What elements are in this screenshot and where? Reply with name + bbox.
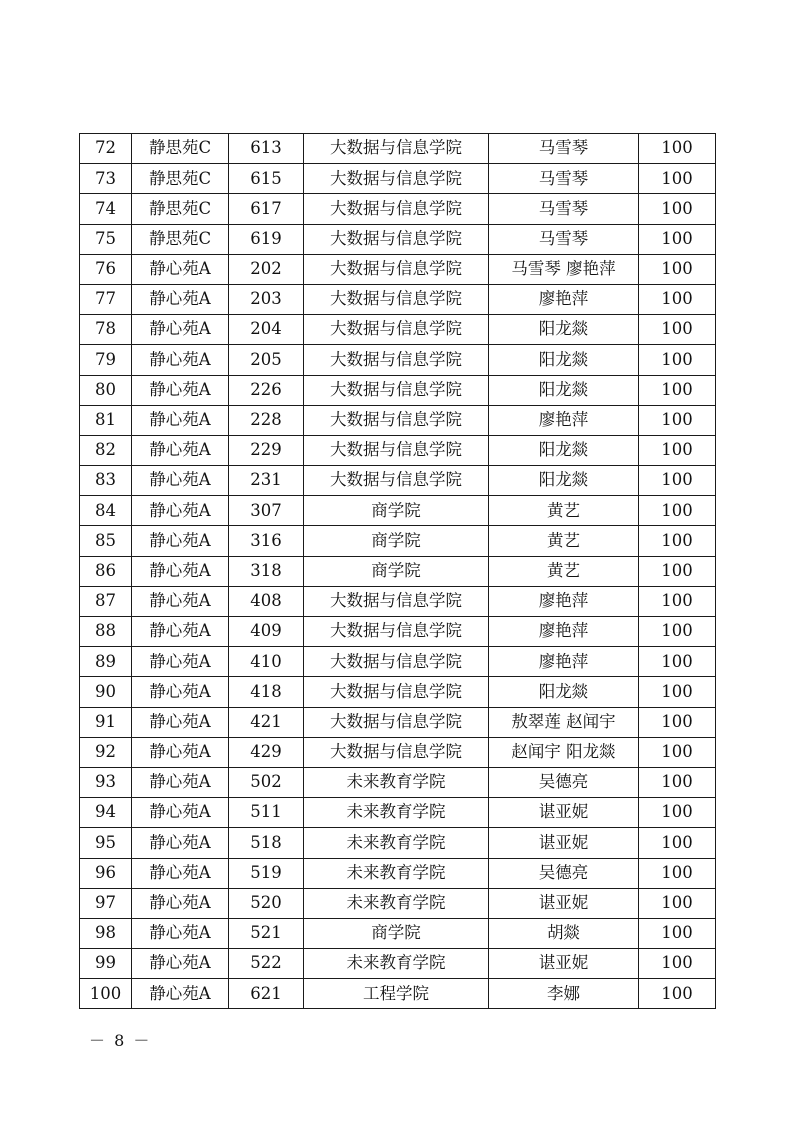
- table-row: [80, 617, 716, 647]
- college-cell: 大数据与信息学院: [304, 617, 489, 647]
- table-row: [80, 767, 716, 797]
- score-cell: 100: [639, 254, 716, 284]
- room-number-cell: 615: [229, 164, 304, 194]
- college-cell: 工程学院: [304, 979, 489, 1009]
- row-number-cell: 87: [80, 586, 132, 616]
- teacher-cell: 阳龙燚: [489, 435, 639, 465]
- table-row: [80, 284, 716, 314]
- table-row: [80, 466, 716, 496]
- table-row: [80, 647, 716, 677]
- table-row: [80, 496, 716, 526]
- room-number-cell: 408: [229, 586, 304, 616]
- room-number-cell: 521: [229, 918, 304, 948]
- college-cell: 商学院: [304, 526, 489, 556]
- teacher-cell: 阳龙燚: [489, 677, 639, 707]
- college-cell: 未来教育学院: [304, 949, 489, 979]
- teacher-cell: 阳龙燚: [489, 375, 639, 405]
- teacher-cell: 吴德亮: [489, 767, 639, 797]
- score-cell: 100: [639, 858, 716, 888]
- teacher-cell: 廖艳萍: [489, 617, 639, 647]
- college-cell: 未来教育学院: [304, 828, 489, 858]
- row-number-cell: 100: [80, 979, 132, 1009]
- score-cell: 100: [639, 284, 716, 314]
- room-number-cell: 502: [229, 767, 304, 797]
- building-cell: 静心苑A: [132, 677, 229, 707]
- teacher-cell: 黄艺: [489, 556, 639, 586]
- table-row: [80, 194, 716, 224]
- table-row: [80, 315, 716, 345]
- room-number-cell: 202: [229, 254, 304, 284]
- table-body: [80, 134, 716, 1009]
- table-row: [80, 707, 716, 737]
- building-cell: 静心苑A: [132, 435, 229, 465]
- room-number-cell: 409: [229, 617, 304, 647]
- room-number-cell: 307: [229, 496, 304, 526]
- building-cell: 静心苑A: [132, 315, 229, 345]
- score-cell: 100: [639, 767, 716, 797]
- row-number-cell: 83: [80, 466, 132, 496]
- row-number-cell: 85: [80, 526, 132, 556]
- table-row: [80, 828, 716, 858]
- teacher-cell: 阳龙燚: [489, 345, 639, 375]
- table-row: [80, 888, 716, 918]
- score-cell: 100: [639, 194, 716, 224]
- table-row: [80, 224, 716, 254]
- room-number-cell: 204: [229, 315, 304, 345]
- teacher-cell: 马雪琴 廖艳萍: [489, 254, 639, 284]
- row-number-cell: 73: [80, 164, 132, 194]
- row-number-cell: 79: [80, 345, 132, 375]
- row-number-cell: 80: [80, 375, 132, 405]
- score-cell: 100: [639, 405, 716, 435]
- room-number-cell: 617: [229, 194, 304, 224]
- room-number-cell: 613: [229, 134, 304, 164]
- teacher-cell: 黄艺: [489, 496, 639, 526]
- room-number-cell: 429: [229, 737, 304, 767]
- row-number-cell: 72: [80, 134, 132, 164]
- building-cell: 静心苑A: [132, 798, 229, 828]
- score-cell: 100: [639, 737, 716, 767]
- table-row: [80, 918, 716, 948]
- score-cell: 100: [639, 164, 716, 194]
- teacher-cell: 马雪琴: [489, 164, 639, 194]
- teacher-cell: 谌亚妮: [489, 949, 639, 979]
- table-row: [80, 556, 716, 586]
- row-number-cell: 88: [80, 617, 132, 647]
- score-cell: 100: [639, 345, 716, 375]
- teacher-cell: 吴德亮: [489, 858, 639, 888]
- table-row: [80, 345, 716, 375]
- college-cell: 未来教育学院: [304, 888, 489, 918]
- row-number-cell: 95: [80, 828, 132, 858]
- score-cell: 100: [639, 134, 716, 164]
- table-row: [80, 405, 716, 435]
- row-number-cell: 97: [80, 888, 132, 918]
- score-cell: 100: [639, 375, 716, 405]
- room-number-cell: 418: [229, 677, 304, 707]
- room-number-cell: 205: [229, 345, 304, 375]
- college-cell: 商学院: [304, 556, 489, 586]
- score-cell: 100: [639, 918, 716, 948]
- teacher-cell: 廖艳萍: [489, 647, 639, 677]
- room-number-cell: 410: [229, 647, 304, 677]
- row-number-cell: 81: [80, 405, 132, 435]
- table-row: [80, 737, 716, 767]
- room-number-cell: 229: [229, 435, 304, 465]
- college-cell: 大数据与信息学院: [304, 737, 489, 767]
- teacher-cell: 廖艳萍: [489, 586, 639, 616]
- score-cell: 100: [639, 949, 716, 979]
- room-number-cell: 421: [229, 707, 304, 737]
- room-number-cell: 318: [229, 556, 304, 586]
- row-number-cell: 75: [80, 224, 132, 254]
- score-cell: 100: [639, 586, 716, 616]
- teacher-cell: 廖艳萍: [489, 405, 639, 435]
- building-cell: 静心苑A: [132, 526, 229, 556]
- building-cell: 静心苑A: [132, 979, 229, 1009]
- teacher-cell: 阳龙燚: [489, 315, 639, 345]
- building-cell: 静心苑A: [132, 918, 229, 948]
- room-number-cell: 619: [229, 224, 304, 254]
- building-cell: 静心苑A: [132, 586, 229, 616]
- table-row: [80, 375, 716, 405]
- teacher-cell: 谌亚妮: [489, 828, 639, 858]
- row-number-cell: 91: [80, 707, 132, 737]
- college-cell: 大数据与信息学院: [304, 284, 489, 314]
- score-cell: 100: [639, 556, 716, 586]
- room-number-cell: 228: [229, 405, 304, 435]
- score-cell: 100: [639, 647, 716, 677]
- row-number-cell: 94: [80, 798, 132, 828]
- room-number-cell: 522: [229, 949, 304, 979]
- building-cell: 静心苑A: [132, 254, 229, 284]
- row-number-cell: 99: [80, 949, 132, 979]
- room-number-cell: 231: [229, 466, 304, 496]
- college-cell: 大数据与信息学院: [304, 224, 489, 254]
- row-number-cell: 78: [80, 315, 132, 345]
- row-number-cell: 98: [80, 918, 132, 948]
- table-row: [80, 134, 716, 164]
- building-cell: 静心苑A: [132, 707, 229, 737]
- building-cell: 静心苑A: [132, 737, 229, 767]
- row-number-cell: 89: [80, 647, 132, 677]
- score-cell: 100: [639, 526, 716, 556]
- table-row: [80, 798, 716, 828]
- college-cell: 大数据与信息学院: [304, 677, 489, 707]
- row-number-cell: 96: [80, 858, 132, 888]
- building-cell: 静心苑A: [132, 647, 229, 677]
- teacher-cell: 马雪琴: [489, 134, 639, 164]
- college-cell: 大数据与信息学院: [304, 707, 489, 737]
- building-cell: 静心苑A: [132, 556, 229, 586]
- score-cell: 100: [639, 798, 716, 828]
- row-number-cell: 86: [80, 556, 132, 586]
- room-number-cell: 203: [229, 284, 304, 314]
- page-number: － 8 －: [89, 1031, 152, 1050]
- college-cell: 未来教育学院: [304, 767, 489, 797]
- building-cell: 静心苑A: [132, 828, 229, 858]
- building-cell: 静思苑C: [132, 194, 229, 224]
- teacher-cell: 廖艳萍: [489, 284, 639, 314]
- score-cell: 100: [639, 677, 716, 707]
- room-number-cell: 518: [229, 828, 304, 858]
- teacher-cell: 谌亚妮: [489, 798, 639, 828]
- college-cell: 大数据与信息学院: [304, 194, 489, 224]
- score-cell: 100: [639, 496, 716, 526]
- building-cell: 静心苑A: [132, 888, 229, 918]
- college-cell: 大数据与信息学院: [304, 164, 489, 194]
- building-cell: 静心苑A: [132, 617, 229, 647]
- building-cell: 静心苑A: [132, 949, 229, 979]
- row-number-cell: 84: [80, 496, 132, 526]
- score-cell: 100: [639, 888, 716, 918]
- college-cell: 大数据与信息学院: [304, 375, 489, 405]
- college-cell: 大数据与信息学院: [304, 466, 489, 496]
- college-cell: 商学院: [304, 918, 489, 948]
- building-cell: 静心苑A: [132, 284, 229, 314]
- teacher-cell: 李娜: [489, 979, 639, 1009]
- score-cell: 100: [639, 617, 716, 647]
- building-cell: 静心苑A: [132, 405, 229, 435]
- college-cell: 未来教育学院: [304, 798, 489, 828]
- score-cell: 100: [639, 224, 716, 254]
- college-cell: 大数据与信息学院: [304, 586, 489, 616]
- teacher-cell: 赵闻宇 阳龙燚: [489, 737, 639, 767]
- building-cell: 静心苑A: [132, 466, 229, 496]
- row-number-cell: 76: [80, 254, 132, 284]
- score-cell: 100: [639, 466, 716, 496]
- teacher-cell: 马雪琴: [489, 224, 639, 254]
- row-number-cell: 74: [80, 194, 132, 224]
- table-row: [80, 435, 716, 465]
- room-number-cell: 519: [229, 858, 304, 888]
- building-cell: 静思苑C: [132, 134, 229, 164]
- dormitory-score-table: [79, 133, 716, 1009]
- teacher-cell: 胡燚: [489, 918, 639, 948]
- room-number-cell: 316: [229, 526, 304, 556]
- room-number-cell: 621: [229, 979, 304, 1009]
- table-row: [80, 858, 716, 888]
- teacher-cell: 黄艺: [489, 526, 639, 556]
- score-cell: 100: [639, 435, 716, 465]
- building-cell: 静思苑C: [132, 164, 229, 194]
- table-row: [80, 677, 716, 707]
- table-row: [80, 949, 716, 979]
- college-cell: 大数据与信息学院: [304, 254, 489, 284]
- table-row: [80, 979, 716, 1009]
- building-cell: 静心苑A: [132, 767, 229, 797]
- row-number-cell: 93: [80, 767, 132, 797]
- row-number-cell: 90: [80, 677, 132, 707]
- room-number-cell: 226: [229, 375, 304, 405]
- teacher-cell: 马雪琴: [489, 194, 639, 224]
- college-cell: 大数据与信息学院: [304, 345, 489, 375]
- teacher-cell: 谌亚妮: [489, 888, 639, 918]
- building-cell: 静心苑A: [132, 496, 229, 526]
- teacher-cell: 敖翠莲 赵闻宇: [489, 707, 639, 737]
- building-cell: 静思苑C: [132, 224, 229, 254]
- college-cell: 大数据与信息学院: [304, 134, 489, 164]
- room-number-cell: 511: [229, 798, 304, 828]
- score-cell: 100: [639, 315, 716, 345]
- row-number-cell: 92: [80, 737, 132, 767]
- college-cell: 大数据与信息学院: [304, 315, 489, 345]
- building-cell: 静心苑A: [132, 345, 229, 375]
- college-cell: 未来教育学院: [304, 858, 489, 888]
- table-row: [80, 254, 716, 284]
- room-number-cell: 520: [229, 888, 304, 918]
- building-cell: 静心苑A: [132, 858, 229, 888]
- teacher-cell: 阳龙燚: [489, 466, 639, 496]
- table-row: [80, 586, 716, 616]
- table-row: [80, 164, 716, 194]
- row-number-cell: 77: [80, 284, 132, 314]
- college-cell: 大数据与信息学院: [304, 647, 489, 677]
- score-cell: 100: [639, 828, 716, 858]
- score-cell: 100: [639, 707, 716, 737]
- building-cell: 静心苑A: [132, 375, 229, 405]
- row-number-cell: 82: [80, 435, 132, 465]
- college-cell: 大数据与信息学院: [304, 435, 489, 465]
- table-row: [80, 526, 716, 556]
- college-cell: 商学院: [304, 496, 489, 526]
- score-cell: 100: [639, 979, 716, 1009]
- college-cell: 大数据与信息学院: [304, 405, 489, 435]
